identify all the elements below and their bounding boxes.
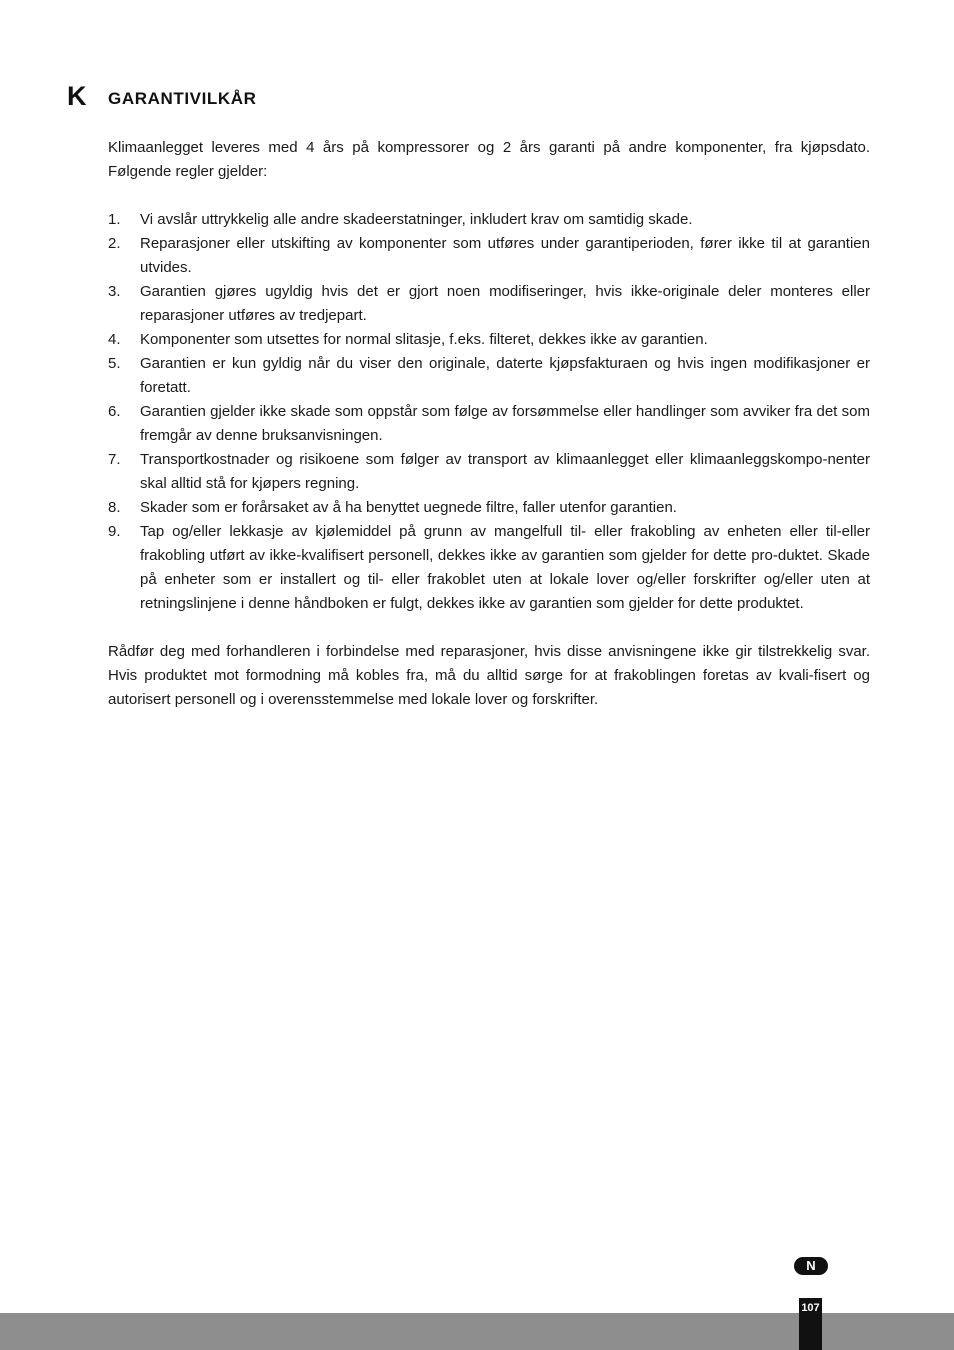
section-title: GARANTIVILKÅR <box>108 89 257 108</box>
list-item <box>108 328 870 352</box>
language-badge: N <box>794 1257 828 1275</box>
list-item-number: 1. <box>108 211 121 228</box>
list-item <box>108 520 870 616</box>
intro-paragraph: Klimaanlegget leveres med 4 års på kompressorer og 2 års garanti på andre komponenter, fra kjøpsdato. Følgende regler gjelder: <box>108 139 870 180</box>
list-item-number: 2. <box>108 235 121 252</box>
list-item <box>108 496 870 520</box>
list-item-text: Garantien gjøres ugyldig hvis det er gjort noen modifiseringer, hvis ikke-originale deler monteres eller reparasjoner utføres av tredjepart. <box>140 283 870 324</box>
list-item <box>108 232 870 280</box>
list-item-number: 5. <box>108 355 121 372</box>
warranty-content <box>108 136 870 712</box>
list-item-text: Skader som er forårsaket av å ha benyttet uegnede filtre, faller utenfor garantien. <box>140 499 677 516</box>
list-item <box>108 352 870 400</box>
list-item-text: Garantien gjelder ikke skade som oppstår som følge av forsømmelse eller handlinger som avviker fra det som fremgår av denne bruksanvisningen. <box>140 403 870 444</box>
list-item <box>108 448 870 496</box>
list-item-number: 8. <box>108 499 121 516</box>
list-item-number: 7. <box>108 451 121 468</box>
list-item-number: 6. <box>108 403 121 420</box>
list-item-text: Tap og/eller lekkasje av kjølemiddel på grunn av mangelfull til- eller frakobling av enheten eller til-eller frakobling utført av ikke-kvalifisert personell, dekkes ikke av garantien som gjelder for dette pro-duktet. Skade på enheter som er installert og til- eller frakoblet uten at lokale lover og/eller forskrifter og/eller uten at retningslinjene i denne håndboken er fulgt, dekkes ikke av garantien som gjelder for dette produktet. <box>140 523 870 612</box>
closing-paragraph: Rådfør deg med forhandleren i forbindelse med reparasjoner, hvis disse anvisningene ikke gir tilstrekkelig svar. Hvis produktet mot formodning må kobles fra, må du alltid sørge for at frakoblingen foretas av kvali-fisert og autorisert personell og i overensstemmelse med lokale lover og forskrifter. <box>108 643 870 708</box>
list-item-text: Transportkostnader og risikoene som følger av transport av klimaanlegget eller klimaanleggskompo-nenter skal alltid stå for kjøpers regning. <box>140 451 870 492</box>
page-number: 107 <box>801 1302 820 1314</box>
list-item-number: 3. <box>108 283 121 300</box>
list-item <box>108 400 870 448</box>
list-item-number: 9. <box>108 523 121 540</box>
section-letter: K <box>67 81 87 111</box>
list-item-text: Garantien er kun gyldig når du viser den originale, daterte kjøpsfakturaen og hvis ingen modifikasjoner er foretatt. <box>140 355 870 396</box>
list-item-text: Komponenter som utsettes for normal slitasje, f.eks. filteret, dekkes ikke av garantien. <box>140 331 708 348</box>
warranty-rules-list <box>108 208 870 616</box>
list-item <box>108 208 870 232</box>
list-item <box>108 280 870 328</box>
list-item-text: Reparasjoner eller utskifting av komponenter som utføres under garantiperioden, fører ikke til at garantien utvides. <box>140 235 870 276</box>
list-item-text: Vi avslår uttrykkelig alle andre skadeerstatninger, inkludert krav om samtidig skade. <box>140 211 693 228</box>
list-item-number: 4. <box>108 331 121 348</box>
